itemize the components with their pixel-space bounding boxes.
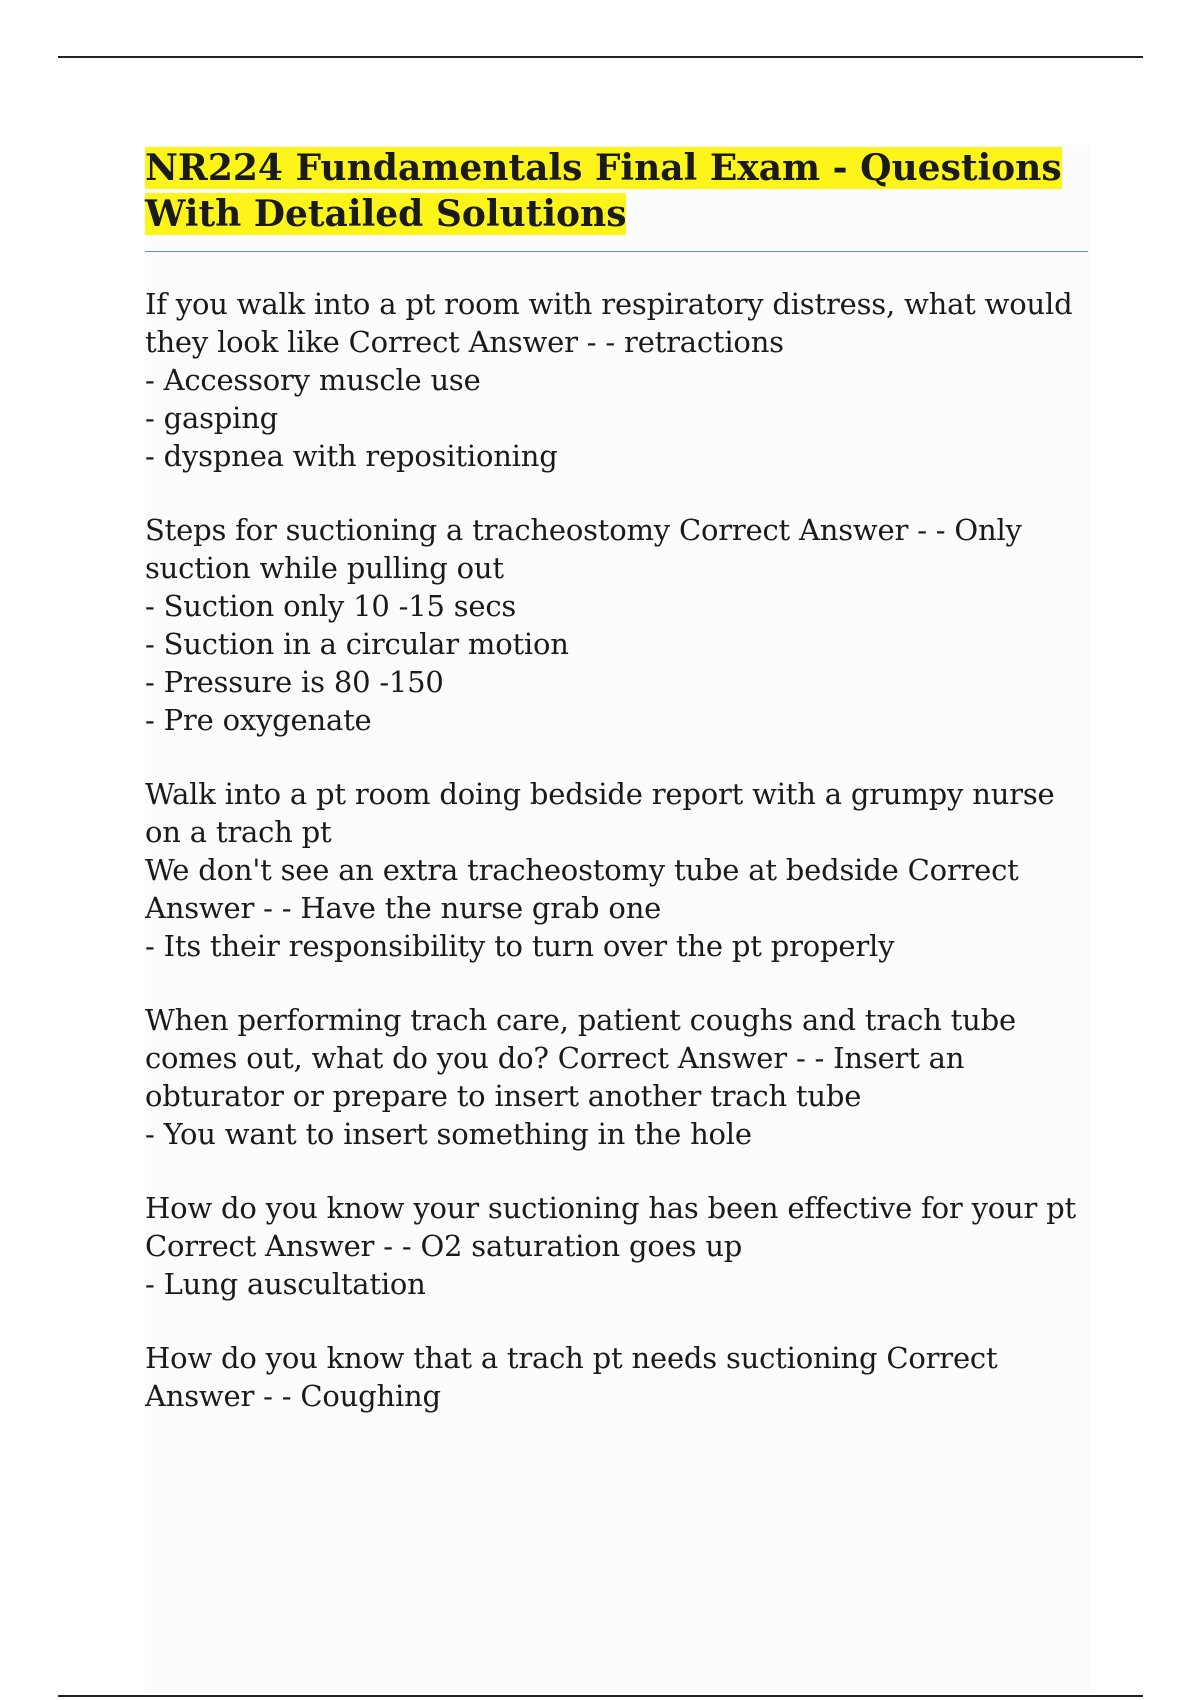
qa-item: If you walk into a pt room with respiratory distress, what would they look like Correct Answer - - retractions - Accessory muscle use - gasping - dyspnea with repositioning — [145, 287, 1073, 473]
document-title — [145, 145, 1090, 237]
qa-list — [145, 285, 1090, 1415]
page-content — [145, 145, 1090, 1695]
document-title-text: NR224 Fundamentals Final Exam - Questions With Detailed Solutions — [145, 147, 1062, 235]
title-underline — [145, 251, 1088, 252]
header-rule — [58, 56, 1143, 58]
qa-item: How do you know your suctioning has been effective for your pt Correct Answer - - O2 saturation goes up - Lung auscultation — [145, 1191, 1076, 1301]
qa-item: Steps for suctioning a tracheostomy Correct Answer - - Only suction while pulling out - Suction only 10 -15 secs - Suction in a circular motion - Pressure is 80 -150 - Pre oxygenate — [145, 513, 1022, 737]
qa-item: When performing trach care, patient coughs and trach tube comes out, what do you do? Correct Answer - - Insert an obturator or prepare to insert another trach tube - You want to insert something in the hole — [145, 1003, 1016, 1151]
qa-item: Walk into a pt room doing bedside report with a grumpy nurse on a trach pt We don't see an extra tracheostomy tube at bedside Correct Answer - - Have the nurse grab one - Its their responsibility to turn over the pt properly — [145, 777, 1055, 963]
qa-item: How do you know that a trach pt needs suctioning Correct Answer - - Coughing — [145, 1341, 998, 1413]
footer-rule — [58, 1695, 1143, 1697]
